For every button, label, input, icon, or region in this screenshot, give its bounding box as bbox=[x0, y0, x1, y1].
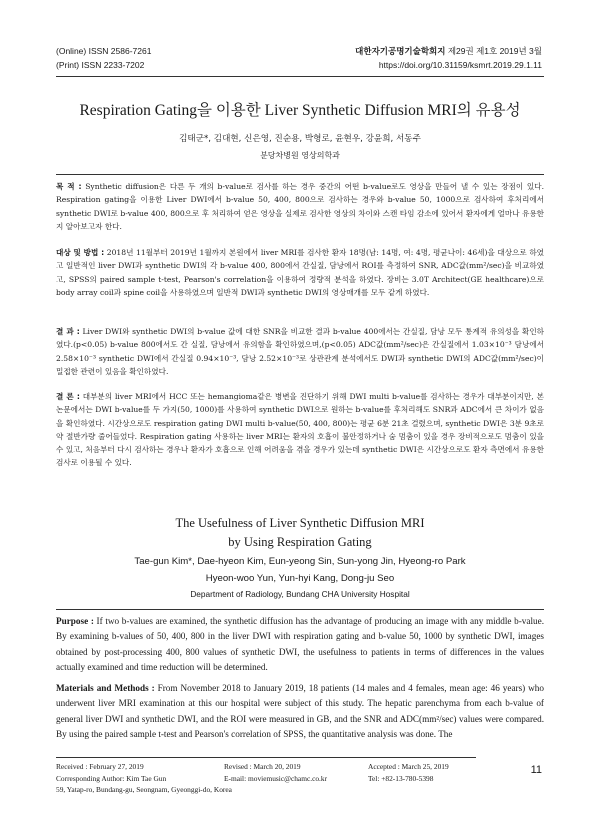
header-rule bbox=[56, 76, 544, 77]
english-abstract-rule bbox=[56, 609, 544, 610]
en-methods bbox=[56, 681, 544, 743]
corresponding-author: Corresponding Author: Kim Tae Gun bbox=[56, 773, 167, 783]
print-issn: (Print) ISSN 2233-7202 bbox=[56, 60, 145, 70]
kr-results-text: Liver DWI와 synthetic DWI의 b-value 값에 대한 SNR을 비교한 결과 b-value 400에서는 간실질, 담낭 모두 통계적 유의성을 확인하였다.(p<0.05) b-value 800에서도 간 실질, 담낭에서 유의함을 확인하였으며,(p<0.05) ADC값(mm²/sec)은 간실질에서 1.03×10⁻³ 담낭에서 2.58×10⁻³ synthetic DWI에서 간실질 0.94×10⁻³, 담낭 2.52×10⁻³로 상관관계 분석에서도 DWI과 synthetic DWI의 ADC값(mm²/sec)이 밀접한 관련이 있음을 확인하였다. bbox=[56, 327, 544, 376]
doi-link[interactable]: https://doi.org/10.31159/ksmrt.2019.29.1.11 bbox=[378, 60, 542, 70]
journal-info bbox=[355, 44, 542, 72]
author-tel: Tel: +82-13-780-5398 bbox=[368, 773, 434, 783]
footer-block bbox=[56, 761, 476, 796]
volume-issue: 제29권 제1호 2019년 3월 bbox=[445, 46, 542, 56]
kr-methods bbox=[56, 246, 544, 299]
kr-methods-text: 2018년 11월부터 2019년 1월까지 본원에서 liver MRI를 검사한 환자 18명(남: 14명, 여: 4명, 평균나이: 46세)을 대상으로 하였고 일반적인 liver DWI과 synthetic DWI의 각 b-value 400, 800에서 간실질, 담낭에서 ROI를 측정하여 SNR, ADC값(mm²/sec)을 비교하였고, SPSS의 paired sample t-test, Pearson's correlation을 이용하여 정량적 분석을 하였다. 장비는 3.0T Architect(GE healthcare)으로 body array coil과 spine coil을 사용하였으며 일반적 DWI과 synthetic DWI의 영상매개를 모두 같게 하였다. bbox=[56, 248, 544, 297]
kr-purpose-text: Synthetic diffusion은 다른 두 개의 b-value로 검사를 하는 경우 중간의 어떤 b-value로도 영상을 만들어 낼 수 있는 장점이 있다. Respiration gating을 이용한 Liver DWI에서 b-value 50, 400, 800으로 검사하는 경우와 b-value 50, 1000으로 검사하여 후처리에서 synthetic DWI로 b-value 400, 800으로 후 처리하여 얻은 영상을 실제로 검사한 영상의 차이와 스캔 타임 감소에 있어서 환자에게 얼마나 유용한지 알아보고자 한다. bbox=[56, 182, 544, 231]
english-title-line1: The Usefulness of Liver Synthetic Diffusion MRI bbox=[175, 516, 425, 530]
revised-date: Revised : March 20, 2019 bbox=[224, 762, 301, 771]
affiliation: 분당차병원 영상의학과 bbox=[260, 151, 340, 160]
english-title-line2: by Using Respiration Gating bbox=[228, 535, 372, 549]
received-date: Received : February 27, 2019 bbox=[56, 762, 144, 771]
en-purpose-text: If two b-values are examined, the synthetic diffusion has the advantage of producing an image with any middle b-value. By examining b-values of 50, 400, 800 in the liver DWI with respiration gating and b-value 50, 1000 by synthetic DWI, images obtained by post-processing 400, 800 values of synthetic DWI, the usefulness to patients in terms of differences in the values actually examined and time reduction will be determined. bbox=[56, 616, 544, 673]
kr-results-label: 결 과 : bbox=[56, 327, 80, 336]
issn-block bbox=[56, 44, 151, 72]
abstract-top-rule bbox=[56, 174, 544, 175]
kr-purpose bbox=[56, 180, 544, 233]
en-methods-label: Materials and Methods : bbox=[56, 683, 155, 693]
kr-conclusion-text: 대부분의 liver MRI에서 HCC 또는 hemangioma같은 병변을 진단하기 위해 DWI multi b-value를 검사하는 경우가 대부분이지만, 본 논문에서는 DWI b-value를 두 가지(50, 1000)를 사용하여 synthetic DWI으로 원하는 b-value를 후처리해도 SNR과 ADC에서 큰 차이가 없음을 확인하였다. 시간상으로도 respiration gating DWI multi b-value(50, 400, 800)는 평균 6분 21초 걸렸으며, synthetic DWI은 3분 9초로 약 절반가량 줄어들었다. Respiration gating 사용하는 liver MRI는 환자의 호흡이 불안정하거나 숨 멈춤이 있을 경우 장비적으로도 멈춤이 있을 수 있고, 처음부터 다시 검사하는 경우나 환자가 호흡으로 인해 어려움을 겪을 경우가 있는데 synthetic DWI은 시간상으로도 환자 측면에서 유용한 검사로 이용될 수 있다. bbox=[56, 392, 544, 468]
kr-methods-label: 대상 및 방법 : bbox=[56, 248, 105, 257]
online-issn: (Online) ISSN 2586-7261 bbox=[56, 46, 152, 56]
footer-rule bbox=[56, 757, 476, 758]
english-title bbox=[56, 514, 544, 552]
paper-title: Respiration Gating을 이용한 Liver Synthetic Diffusion MRI의 유용성 bbox=[79, 102, 521, 119]
kr-purpose-label: 목 적 : bbox=[56, 182, 82, 191]
page-number: 11 bbox=[530, 764, 542, 776]
author-list: 김태군*, 김대현, 신은영, 진순용, 박형로, 윤현우, 강윤희, 서동주 bbox=[179, 134, 421, 144]
en-purpose-label: Purpose : bbox=[56, 616, 94, 626]
journal-name: 대한자기공명기술학회지 bbox=[355, 46, 446, 56]
english-authors-line1: Tae-gun Kim*, Dae-hyeon Kim, Eun-yeong Sin, Sun-yong Jin, Hyeong-ro Park bbox=[134, 556, 466, 567]
accepted-date: Accepted : March 25, 2019 bbox=[368, 762, 449, 771]
kr-conclusion-label: 결 론 : bbox=[56, 392, 80, 401]
kr-results bbox=[56, 325, 544, 378]
en-methods-text: From November 2018 to January 2019, 18 patients (14 males and 4 females, mean age: 46 years) who underwent liver MRI examination at this our hospital were subject of this study. The hepatic parenchyma from each b-value of general liver DWI and synthetic DWI, and the ROI were measured in GB, and the SNR and ADC(mm²/sec) values were compared. By using the paired sample t-test and Pearson's correlation of SPSS, the quantitative analysis was done. The bbox=[56, 683, 544, 740]
english-affiliation: Department of Radiology, Bundang CHA University Hospital bbox=[190, 589, 410, 599]
english-authors bbox=[56, 553, 544, 587]
author-address: 59, Yatap-ro, Bundang-gu, Seongnam, Gyeonggi-do, Korea bbox=[56, 785, 232, 794]
kr-conclusion bbox=[56, 390, 544, 470]
en-purpose bbox=[56, 614, 544, 676]
english-authors-line2: Hyeon-woo Yun, Yun-hyi Kang, Dong-ju Seo bbox=[205, 573, 395, 584]
author-email[interactable]: E-mail: moviemusic@chamc.co.kr bbox=[224, 773, 328, 783]
